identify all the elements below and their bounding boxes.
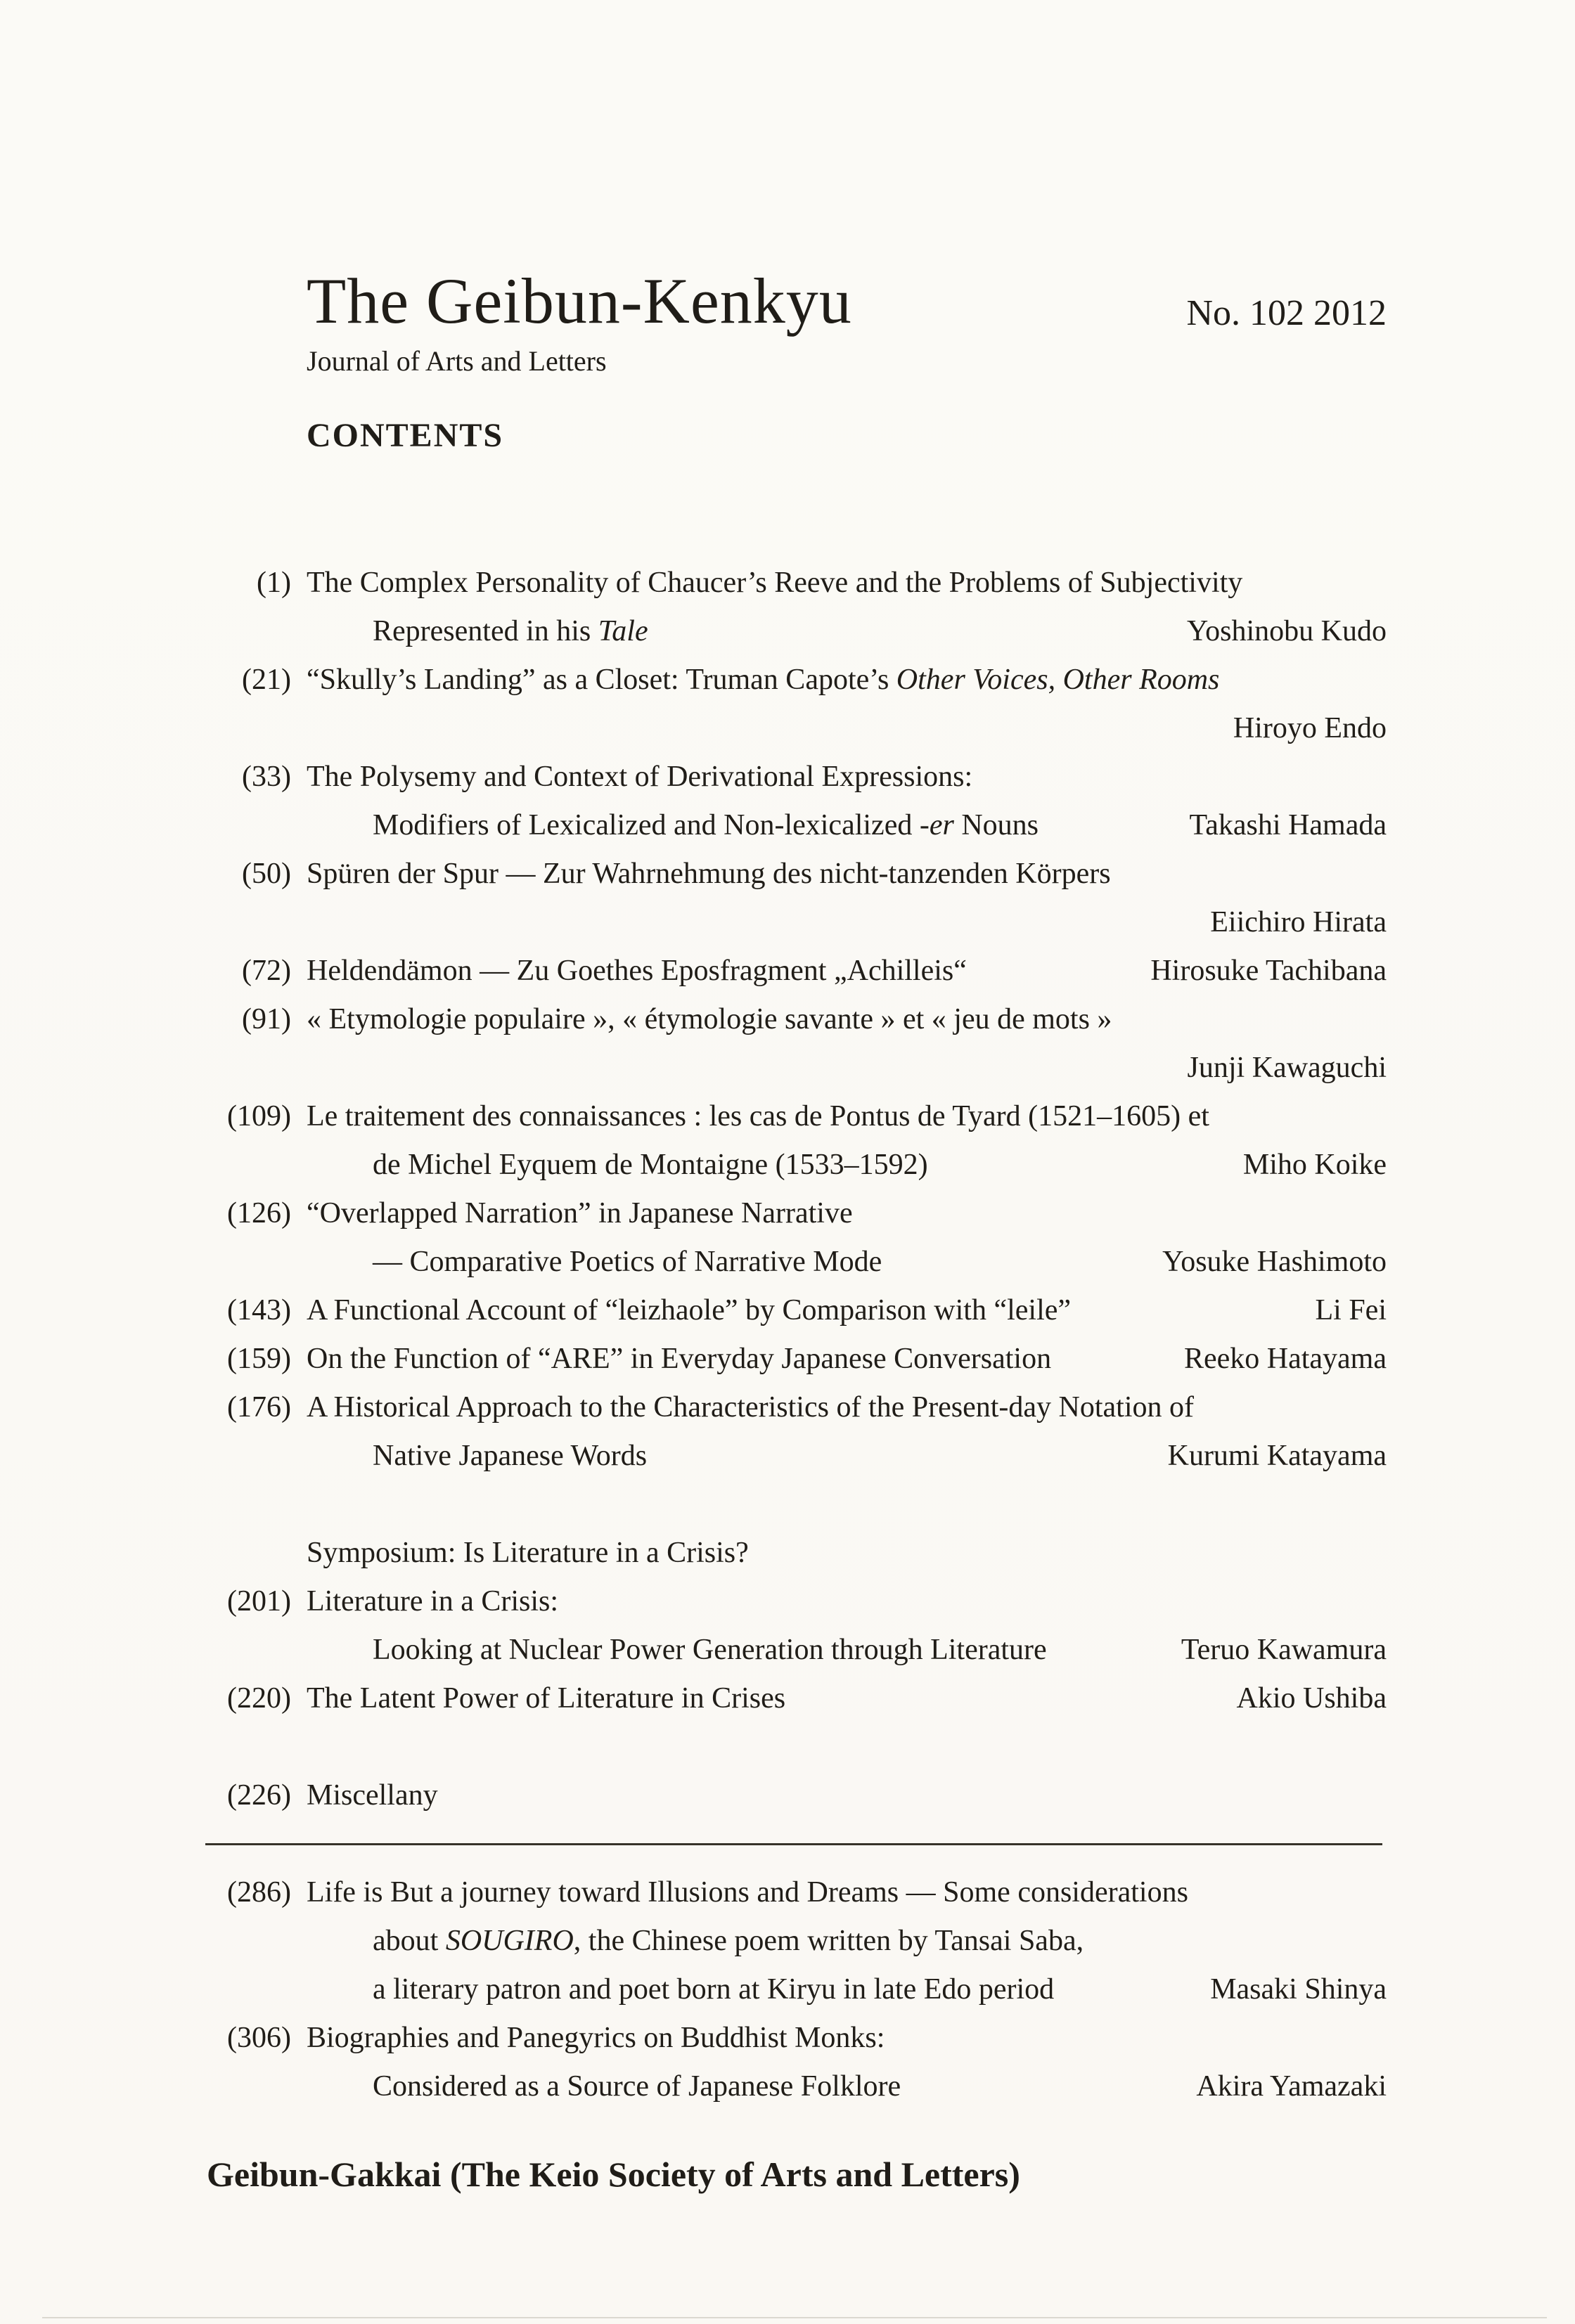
entry-title-segment: A Historical Approach to the Characteristics of the Present-day Notation of	[307, 1391, 1194, 1424]
entry-title-segment: « Etymologie populaire », « étymologie savante » et « jeu de mots »	[307, 1003, 1112, 1035]
entry-title	[307, 656, 1370, 704]
entry-title-segment: Miscellany	[307, 1779, 438, 1812]
entry-author: Miho Koike	[1242, 1149, 1387, 1181]
entry-page-number: (21)	[242, 664, 291, 696]
entry-title-segment: a literary patron and poet born at Kiryu in late Edo period	[373, 1973, 1055, 2006]
entry-title	[307, 1238, 1145, 1286]
entry-title	[307, 1286, 1299, 1335]
entry-title-segment: Nouns	[953, 809, 1039, 841]
entry-author: Teruo Kawamura	[1181, 1634, 1387, 1666]
toc-line	[197, 1771, 1387, 1820]
entry-title-segment: Tale	[598, 615, 648, 647]
entry-author: Akira Yamazaki	[1196, 2070, 1387, 2103]
entry-title	[307, 1626, 1164, 1674]
entry-title	[307, 1432, 1151, 1480]
entry-title	[307, 1965, 1193, 2014]
toc-line	[197, 1432, 1387, 1480]
entry-title-segment: about	[373, 1925, 446, 1957]
toc-line	[197, 1917, 1387, 1965]
entry-author: Akio Ushiba	[1236, 1682, 1387, 1715]
entry-title	[307, 1529, 1370, 1577]
toc-line	[197, 1092, 1387, 1141]
contents-heading: CONTENTS	[307, 417, 504, 454]
toc-line	[197, 1238, 1387, 1286]
entry-title-segment: The Polysemy and Context of Derivational Expressions:	[307, 761, 973, 793]
toc-line	[197, 2062, 1387, 2111]
entry-title-segment: , the Chinese poem written by Tansai Saba,	[573, 1925, 1084, 1957]
entry-title-segment: — Comparative Poetics of Narrative Mode	[373, 1246, 882, 1278]
entry-title-segment: Represented in his	[373, 615, 598, 647]
toc-line	[197, 1626, 1387, 1674]
toc-line	[197, 801, 1387, 850]
entry-title	[307, 2014, 1370, 2062]
entry-title-segment: Looking at Nuclear Power Generation through Literature	[373, 1634, 1047, 1666]
entry-page-number: (72)	[242, 955, 291, 987]
entry-page-number: (126)	[227, 1197, 291, 1229]
toc-line	[197, 607, 1387, 656]
entry-author: Takashi Hamada	[1189, 809, 1387, 841]
entry-page-number: (1)	[257, 567, 291, 599]
entry-title-segment: Biographies and Panegyrics on Buddhist Monks:	[307, 2022, 885, 2054]
entry-title-segment: Spüren der Spur — Zur Wahrnehmung des nicht-tanzenden Körpers	[307, 858, 1111, 890]
scan-edge-artifact	[42, 2317, 1547, 2318]
entry-title	[307, 1917, 1370, 1965]
entry-page-number: (176)	[227, 1391, 291, 1424]
toc-line	[197, 1335, 1387, 1383]
toc-line	[197, 898, 1387, 947]
entry-title	[307, 995, 1370, 1044]
entry-title-segment: Other Voices, Other Rooms	[896, 664, 1220, 696]
entry-title-segment: SOUGIRO	[445, 1925, 574, 1957]
entry-author: Hirosuke Tachibana	[1150, 955, 1387, 987]
entry-title-segment: Considered as a Source of Japanese Folklore	[373, 2070, 901, 2103]
entry-title	[307, 559, 1370, 607]
entry-title-segment: Modifiers of Lexicalized and Non-lexicalized	[373, 809, 920, 841]
journal-header	[307, 265, 1387, 377]
entry-author: Masaki Shinya	[1210, 1973, 1387, 2006]
entry-title-segment: Heldendämon — Zu Goethes Eposfragment „Achilleis“	[307, 955, 967, 987]
entry-title-segment: Native Japanese Words	[373, 1440, 648, 1472]
toc-line	[197, 704, 1387, 753]
entry-title-segment: Life is But a journey toward Illusions and Dreams — Some considerations	[307, 1876, 1188, 1909]
entry-title-segment: The Complex Personality of Chaucer’s Reeve and the Problems of Subjectivity	[307, 567, 1243, 599]
issue-number: No. 102 2012	[1186, 293, 1387, 333]
toc-line	[197, 1965, 1387, 2014]
toc-line	[197, 850, 1387, 898]
toc-line	[197, 1286, 1387, 1335]
entry-title	[307, 1383, 1370, 1432]
toc-line	[197, 1383, 1387, 1432]
section-divider	[205, 1843, 1382, 1845]
entry-page-number: (143)	[227, 1294, 291, 1326]
entry-title	[307, 1868, 1370, 1917]
entry-title	[307, 2062, 1179, 2111]
toc-line	[197, 1674, 1387, 1723]
toc-line	[197, 947, 1387, 995]
entry-page-number: (226)	[227, 1779, 291, 1812]
entry-author: Hiroyo Endo	[1233, 712, 1387, 744]
entry-author: Yoshinobu Kudo	[1187, 615, 1387, 647]
entry-page-number: (109)	[227, 1100, 291, 1132]
entry-author: Junji Kawaguchi	[1187, 1052, 1387, 1084]
toc-line	[197, 1189, 1387, 1238]
entry-title	[307, 607, 1170, 656]
entry-title	[307, 1674, 1220, 1723]
toc-line	[197, 2014, 1387, 2062]
entry-page-number: (33)	[242, 761, 291, 793]
entry-title-segment: Le traitement des connaissances : les cas de Pontus de Tyard (1521–1605) et	[307, 1100, 1209, 1132]
entry-title-segment: Literature in a Crisis:	[307, 1585, 559, 1618]
entry-page-number: (201)	[227, 1585, 291, 1618]
toc-line	[197, 995, 1387, 1044]
entry-title	[307, 801, 1173, 850]
entry-author: Li Fei	[1315, 1294, 1387, 1326]
footer-title: Geibun-Gakkai (The Keio Society of Arts and Letters)	[207, 2155, 1020, 2194]
entry-title	[307, 850, 1370, 898]
toc-line	[197, 1529, 1387, 1577]
toc-line	[197, 1868, 1387, 1917]
entry-title	[307, 1335, 1167, 1383]
entry-title	[307, 1092, 1370, 1141]
entry-author: Kurumi Katayama	[1167, 1440, 1387, 1472]
entry-title-segment: de Michel Eyquem de Montaigne (1533–1592)	[373, 1149, 928, 1181]
toc-line	[197, 753, 1387, 801]
entry-title-segment: The Latent Power of Literature in Crises	[307, 1682, 786, 1715]
toc-line	[197, 656, 1387, 704]
entry-title-segment: Symposium: Is Literature in a Crisis?	[307, 1537, 749, 1569]
journal-subtitle: Journal of Arts and Letters	[307, 345, 607, 377]
entry-title	[307, 753, 1370, 801]
entry-author: Reeko Hatayama	[1183, 1343, 1387, 1375]
entry-title	[307, 1771, 1370, 1820]
entry-author: Yosuke Hashimoto	[1162, 1246, 1387, 1278]
toc-line	[197, 1044, 1387, 1092]
entry-title	[307, 1189, 1370, 1238]
entry-title	[307, 947, 1133, 995]
journal-title: The Geibun-Kenkyu	[307, 265, 852, 337]
entry-page-number: (159)	[227, 1343, 291, 1375]
toc-line	[197, 559, 1387, 607]
entry-title	[307, 1577, 1370, 1626]
entry-page-number: (50)	[242, 858, 291, 890]
entry-title-segment: “Overlapped Narration” in Japanese Narrative	[307, 1197, 853, 1229]
entry-page-number: (286)	[227, 1876, 291, 1909]
entry-page-number: (91)	[242, 1003, 291, 1035]
entry-title-segment: -er	[919, 809, 954, 841]
entry-title-segment: On the Function of “ARE” in Everyday Japanese Conversation	[307, 1343, 1052, 1375]
entry-title-segment: A Functional Account of “leizhaole” by Comparison with “leile”	[307, 1294, 1072, 1326]
toc-lines	[197, 559, 1387, 2111]
toc-line	[197, 1141, 1387, 1189]
entry-author: Eiichiro Hirata	[1210, 906, 1387, 938]
entry-page-number: (306)	[227, 2022, 291, 2054]
entry-page-number: (220)	[227, 1682, 291, 1715]
entry-title	[307, 1141, 1226, 1189]
entry-title-segment: “Skully’s Landing” as a Closet: Truman Capote’s	[307, 664, 896, 696]
toc-line	[197, 1577, 1387, 1626]
